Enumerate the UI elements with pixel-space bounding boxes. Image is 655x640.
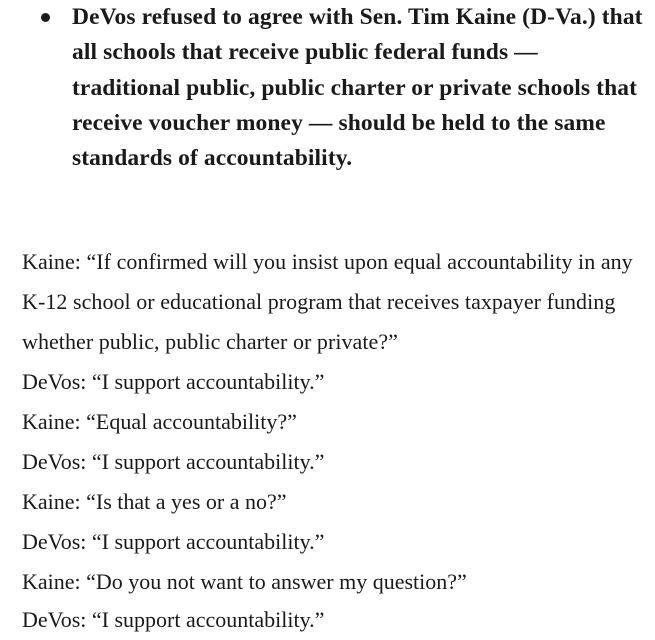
exchange-line: DeVos: “I support accountability.” <box>22 449 325 474</box>
exchange-line: DeVos: “I support accountability.” <box>22 607 325 632</box>
bullet-dot-icon <box>41 13 50 22</box>
exchange-line: Kaine: “Is that a yes or a no?” <box>22 489 287 514</box>
exchange-line: DeVos: “I support accountability.” <box>22 369 325 394</box>
kaine-question-paragraph: Kaine: “If confirmed will you insist upon equal accountability in any K-12 school or educational program that receives taxpayer funding whether public, public charter or private?” <box>22 249 633 354</box>
exchange-line: Kaine: “Equal accountability?” <box>22 409 297 434</box>
bullet-text: DeVos refused to agree with Sen. Tim Kaine (D-Va.) that all schools that receive public federal funds — traditional public, public charter or private schools that receive voucher money — should be held to the same standards of accountability. <box>72 4 643 172</box>
bullet-item <box>36 0 646 176</box>
exchange-line: Kaine: “Do you not want to answer my question?” <box>22 569 467 594</box>
bullet-list <box>36 0 646 176</box>
exchange-line: DeVos: “I support accountability.” <box>22 529 325 554</box>
